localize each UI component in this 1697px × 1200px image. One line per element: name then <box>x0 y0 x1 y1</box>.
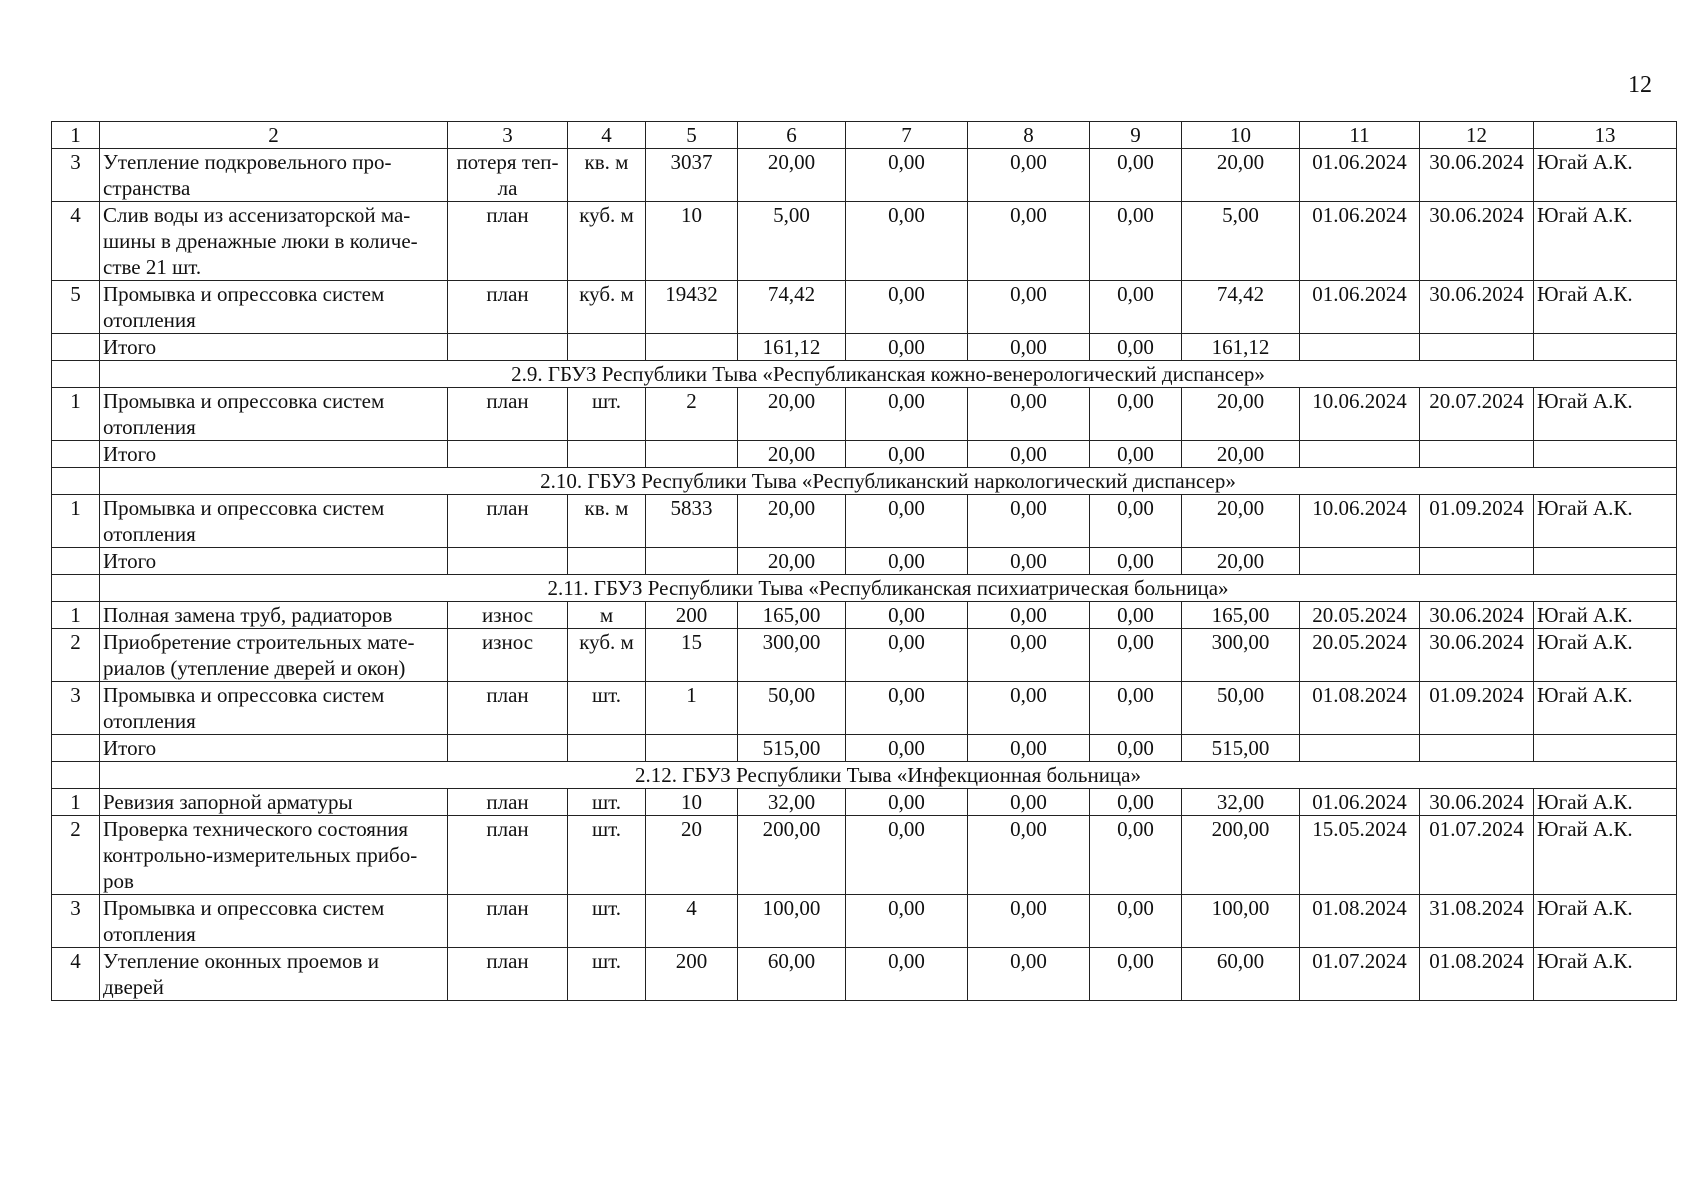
row-number: 2 <box>52 816 100 895</box>
start-date <box>1300 735 1420 762</box>
cost-col-9: 0,00 <box>1090 735 1182 762</box>
cost-col-9: 0,00 <box>1090 149 1182 202</box>
work-description: Проверка технического состояния контрольно-измерительных прибо- ров <box>100 816 448 895</box>
reason <box>448 548 568 575</box>
reason: план <box>448 789 568 816</box>
column-number-header <box>52 122 1677 149</box>
cost-col-7: 0,00 <box>846 682 968 735</box>
header-cell: 3 <box>448 122 568 149</box>
start-date: 01.06.2024 <box>1300 789 1420 816</box>
cost-col-8: 0,00 <box>968 629 1090 682</box>
cost-col-10: 100,00 <box>1182 895 1300 948</box>
responsible: Югай А.К. <box>1534 202 1677 281</box>
quantity: 1 <box>646 682 738 735</box>
cost-col-7: 0,00 <box>846 281 968 334</box>
cost-total: 515,00 <box>738 735 846 762</box>
unit: куб. м <box>568 281 646 334</box>
cost-col-10: 74,42 <box>1182 281 1300 334</box>
work-description: Промывка и опрессовка систем отопления <box>100 682 448 735</box>
unit <box>568 548 646 575</box>
cost-col-7: 0,00 <box>846 202 968 281</box>
cost-col-7: 0,00 <box>846 495 968 548</box>
header-cell: 8 <box>968 122 1090 149</box>
row-number <box>52 441 100 468</box>
unit: шт. <box>568 789 646 816</box>
cost-col-8: 0,00 <box>968 149 1090 202</box>
cost-col-7: 0,00 <box>846 548 968 575</box>
reason: план <box>448 388 568 441</box>
work-description: Утепление оконных проемов и дверей <box>100 948 448 1001</box>
row-number <box>52 735 100 762</box>
cost-col-10: 32,00 <box>1182 789 1300 816</box>
work-description: Промывка и опрессовка систем отопления <box>100 281 448 334</box>
start-date <box>1300 334 1420 361</box>
reason: план <box>448 816 568 895</box>
section-spacer-cell <box>52 762 100 789</box>
reason: износ <box>448 602 568 629</box>
quantity <box>646 548 738 575</box>
unit: куб. м <box>568 629 646 682</box>
work-description: Промывка и опрессовка систем отопления <box>100 495 448 548</box>
cost-col-8: 0,00 <box>968 281 1090 334</box>
table-row <box>52 202 1677 281</box>
section-title: 2.11. ГБУЗ Республики Тыва «Республиканская психиатрическая больница» <box>100 575 1677 602</box>
cost-total: 5,00 <box>738 202 846 281</box>
start-date: 20.05.2024 <box>1300 602 1420 629</box>
reason: план <box>448 682 568 735</box>
cost-col-8: 0,00 <box>968 334 1090 361</box>
row-number <box>52 548 100 575</box>
start-date: 01.08.2024 <box>1300 895 1420 948</box>
unit: шт. <box>568 388 646 441</box>
section-row <box>52 762 1677 789</box>
start-date: 10.06.2024 <box>1300 495 1420 548</box>
unit: куб. м <box>568 202 646 281</box>
responsible: Югай А.К. <box>1534 682 1677 735</box>
cost-col-9: 0,00 <box>1090 495 1182 548</box>
responsible: Югай А.К. <box>1534 895 1677 948</box>
cost-col-8: 0,00 <box>968 202 1090 281</box>
header-cell: 6 <box>738 122 846 149</box>
cost-col-8: 0,00 <box>968 441 1090 468</box>
responsible: Югай А.К. <box>1534 789 1677 816</box>
section-spacer-cell <box>52 361 100 388</box>
responsible: Югай А.К. <box>1534 281 1677 334</box>
cost-col-8: 0,00 <box>968 895 1090 948</box>
cost-col-7: 0,00 <box>846 629 968 682</box>
quantity <box>646 334 738 361</box>
cost-total: 300,00 <box>738 629 846 682</box>
work-description: Итого <box>100 334 448 361</box>
header-cell: 12 <box>1420 122 1534 149</box>
cost-col-8: 0,00 <box>968 948 1090 1001</box>
table-row <box>52 682 1677 735</box>
unit: шт. <box>568 816 646 895</box>
cost-total: 100,00 <box>738 895 846 948</box>
row-number: 3 <box>52 149 100 202</box>
cost-total: 161,12 <box>738 334 846 361</box>
section-spacer-cell <box>52 575 100 602</box>
cost-col-10: 20,00 <box>1182 441 1300 468</box>
responsible: Югай А.К. <box>1534 816 1677 895</box>
cost-col-7: 0,00 <box>846 388 968 441</box>
table-row <box>52 948 1677 1001</box>
work-description: Итого <box>100 441 448 468</box>
row-number <box>52 334 100 361</box>
cost-col-8: 0,00 <box>968 495 1090 548</box>
start-date <box>1300 548 1420 575</box>
section-title: 2.9. ГБУЗ Республики Тыва «Республиканская кожно-венерологический диспансер» <box>100 361 1677 388</box>
unit: кв. м <box>568 495 646 548</box>
reason: потеря теп- ла <box>448 149 568 202</box>
cost-total: 20,00 <box>738 441 846 468</box>
header-cell: 11 <box>1300 122 1420 149</box>
start-date <box>1300 441 1420 468</box>
cost-col-7: 0,00 <box>846 735 968 762</box>
responsible <box>1534 735 1677 762</box>
start-date: 01.07.2024 <box>1300 948 1420 1001</box>
row-number: 4 <box>52 948 100 1001</box>
quantity: 20 <box>646 816 738 895</box>
end-date: 31.08.2024 <box>1420 895 1534 948</box>
work-description: Итого <box>100 548 448 575</box>
header-cell: 10 <box>1182 122 1300 149</box>
work-description: Полная замена труб, радиаторов <box>100 602 448 629</box>
work-description: Утепление подкровельного про- странства <box>100 149 448 202</box>
section-row <box>52 575 1677 602</box>
end-date: 30.06.2024 <box>1420 602 1534 629</box>
end-date: 01.09.2024 <box>1420 495 1534 548</box>
end-date: 30.06.2024 <box>1420 149 1534 202</box>
cost-total: 32,00 <box>738 789 846 816</box>
end-date <box>1420 735 1534 762</box>
cost-col-10: 20,00 <box>1182 495 1300 548</box>
reason <box>448 441 568 468</box>
reason: план <box>448 948 568 1001</box>
cost-total: 74,42 <box>738 281 846 334</box>
responsible: Югай А.К. <box>1534 602 1677 629</box>
cost-col-7: 0,00 <box>846 789 968 816</box>
unit: кв. м <box>568 149 646 202</box>
end-date: 30.06.2024 <box>1420 789 1534 816</box>
cost-col-9: 0,00 <box>1090 789 1182 816</box>
header-cell: 1 <box>52 122 100 149</box>
table-row <box>52 388 1677 441</box>
cost-col-10: 20,00 <box>1182 149 1300 202</box>
quantity <box>646 735 738 762</box>
page-number: 12 <box>1628 72 1652 98</box>
cost-total: 60,00 <box>738 948 846 1001</box>
section-row <box>52 361 1677 388</box>
responsible: Югай А.К. <box>1534 948 1677 1001</box>
responsible: Югай А.К. <box>1534 495 1677 548</box>
table-row <box>52 789 1677 816</box>
reason: план <box>448 202 568 281</box>
end-date: 01.08.2024 <box>1420 948 1534 1001</box>
total-row <box>52 441 1677 468</box>
quantity: 2 <box>646 388 738 441</box>
quantity: 5833 <box>646 495 738 548</box>
quantity <box>646 441 738 468</box>
work-plan-table <box>51 121 1677 1001</box>
unit <box>568 334 646 361</box>
total-row <box>52 735 1677 762</box>
responsible: Югай А.К. <box>1534 629 1677 682</box>
work-description: Промывка и опрессовка систем отопления <box>100 895 448 948</box>
reason: план <box>448 895 568 948</box>
cost-col-7: 0,00 <box>846 441 968 468</box>
cost-col-8: 0,00 <box>968 548 1090 575</box>
cost-col-9: 0,00 <box>1090 816 1182 895</box>
unit: шт. <box>568 895 646 948</box>
start-date: 20.05.2024 <box>1300 629 1420 682</box>
row-number: 1 <box>52 495 100 548</box>
header-cell: 2 <box>100 122 448 149</box>
cost-col-9: 0,00 <box>1090 388 1182 441</box>
work-description: Итого <box>100 735 448 762</box>
table-row <box>52 495 1677 548</box>
cost-col-9: 0,00 <box>1090 948 1182 1001</box>
responsible <box>1534 441 1677 468</box>
cost-col-9: 0,00 <box>1090 682 1182 735</box>
cost-col-10: 20,00 <box>1182 548 1300 575</box>
table-row <box>52 629 1677 682</box>
section-title: 2.10. ГБУЗ Республики Тыва «Республиканский наркологический диспансер» <box>100 468 1677 495</box>
header-cell: 5 <box>646 122 738 149</box>
cost-col-10: 60,00 <box>1182 948 1300 1001</box>
section-row <box>52 468 1677 495</box>
end-date: 30.06.2024 <box>1420 202 1534 281</box>
row-number: 3 <box>52 682 100 735</box>
cost-col-9: 0,00 <box>1090 602 1182 629</box>
cost-col-8: 0,00 <box>968 735 1090 762</box>
total-row <box>52 548 1677 575</box>
cost-col-7: 0,00 <box>846 149 968 202</box>
cost-col-7: 0,00 <box>846 602 968 629</box>
start-date: 01.06.2024 <box>1300 149 1420 202</box>
quantity: 19432 <box>646 281 738 334</box>
header-cell: 4 <box>568 122 646 149</box>
responsible <box>1534 334 1677 361</box>
row-number: 1 <box>52 789 100 816</box>
total-row <box>52 334 1677 361</box>
quantity: 200 <box>646 948 738 1001</box>
reason: износ <box>448 629 568 682</box>
section-spacer-cell <box>52 468 100 495</box>
cost-col-9: 0,00 <box>1090 548 1182 575</box>
start-date: 01.06.2024 <box>1300 202 1420 281</box>
cost-col-8: 0,00 <box>968 388 1090 441</box>
cost-col-9: 0,00 <box>1090 629 1182 682</box>
table-row <box>52 149 1677 202</box>
start-date: 01.06.2024 <box>1300 281 1420 334</box>
cost-col-10: 300,00 <box>1182 629 1300 682</box>
responsible: Югай А.К. <box>1534 149 1677 202</box>
cost-col-9: 0,00 <box>1090 334 1182 361</box>
table-row <box>52 602 1677 629</box>
cost-col-8: 0,00 <box>968 816 1090 895</box>
responsible: Югай А.К. <box>1534 388 1677 441</box>
quantity: 10 <box>646 789 738 816</box>
responsible <box>1534 548 1677 575</box>
cost-total: 20,00 <box>738 388 846 441</box>
cost-total: 20,00 <box>738 548 846 575</box>
unit <box>568 735 646 762</box>
unit <box>568 441 646 468</box>
end-date <box>1420 441 1534 468</box>
work-description: Слив воды из ассенизаторской ма- шины в дренажные люки в количе- стве 21 шт. <box>100 202 448 281</box>
work-description: Приобретение строительных мате- риалов (утепление дверей и окон) <box>100 629 448 682</box>
table-row <box>52 895 1677 948</box>
quantity: 3037 <box>646 149 738 202</box>
unit: шт. <box>568 948 646 1001</box>
cost-col-10: 20,00 <box>1182 388 1300 441</box>
table-row <box>52 816 1677 895</box>
end-date: 20.07.2024 <box>1420 388 1534 441</box>
row-number: 1 <box>52 388 100 441</box>
row-number: 1 <box>52 602 100 629</box>
quantity: 200 <box>646 602 738 629</box>
cost-col-10: 165,00 <box>1182 602 1300 629</box>
start-date: 10.06.2024 <box>1300 388 1420 441</box>
cost-col-8: 0,00 <box>968 682 1090 735</box>
header-cell: 9 <box>1090 122 1182 149</box>
reason <box>448 735 568 762</box>
end-date <box>1420 334 1534 361</box>
end-date: 01.09.2024 <box>1420 682 1534 735</box>
cost-col-10: 515,00 <box>1182 735 1300 762</box>
header-cell: 13 <box>1534 122 1677 149</box>
cost-col-9: 0,00 <box>1090 281 1182 334</box>
end-date: 01.07.2024 <box>1420 816 1534 895</box>
cost-total: 200,00 <box>738 816 846 895</box>
cost-col-9: 0,00 <box>1090 895 1182 948</box>
row-number: 4 <box>52 202 100 281</box>
end-date: 30.06.2024 <box>1420 281 1534 334</box>
reason: план <box>448 495 568 548</box>
end-date <box>1420 548 1534 575</box>
start-date: 01.08.2024 <box>1300 682 1420 735</box>
row-number: 5 <box>52 281 100 334</box>
unit: м <box>568 602 646 629</box>
quantity: 15 <box>646 629 738 682</box>
cost-col-9: 0,00 <box>1090 441 1182 468</box>
section-title: 2.12. ГБУЗ Республики Тыва «Инфекционная больница» <box>100 762 1677 789</box>
row-number: 3 <box>52 895 100 948</box>
cost-total: 165,00 <box>738 602 846 629</box>
cost-col-7: 0,00 <box>846 334 968 361</box>
table-row <box>52 281 1677 334</box>
cost-col-10: 50,00 <box>1182 682 1300 735</box>
cost-col-8: 0,00 <box>968 789 1090 816</box>
cost-total: 50,00 <box>738 682 846 735</box>
end-date: 30.06.2024 <box>1420 629 1534 682</box>
cost-total: 20,00 <box>738 149 846 202</box>
reason: план <box>448 281 568 334</box>
quantity: 4 <box>646 895 738 948</box>
start-date: 15.05.2024 <box>1300 816 1420 895</box>
unit: шт. <box>568 682 646 735</box>
cost-col-7: 0,00 <box>846 948 968 1001</box>
cost-col-10: 200,00 <box>1182 816 1300 895</box>
cost-col-7: 0,00 <box>846 816 968 895</box>
cost-col-10: 5,00 <box>1182 202 1300 281</box>
header-cell: 7 <box>846 122 968 149</box>
row-number: 2 <box>52 629 100 682</box>
reason <box>448 334 568 361</box>
cost-col-9: 0,00 <box>1090 202 1182 281</box>
table-body <box>52 122 1677 1001</box>
cost-col-7: 0,00 <box>846 895 968 948</box>
quantity: 10 <box>646 202 738 281</box>
work-description: Ревизия запорной арматуры <box>100 789 448 816</box>
cost-col-8: 0,00 <box>968 602 1090 629</box>
cost-total: 20,00 <box>738 495 846 548</box>
cost-col-10: 161,12 <box>1182 334 1300 361</box>
work-description: Промывка и опрессовка систем отопления <box>100 388 448 441</box>
